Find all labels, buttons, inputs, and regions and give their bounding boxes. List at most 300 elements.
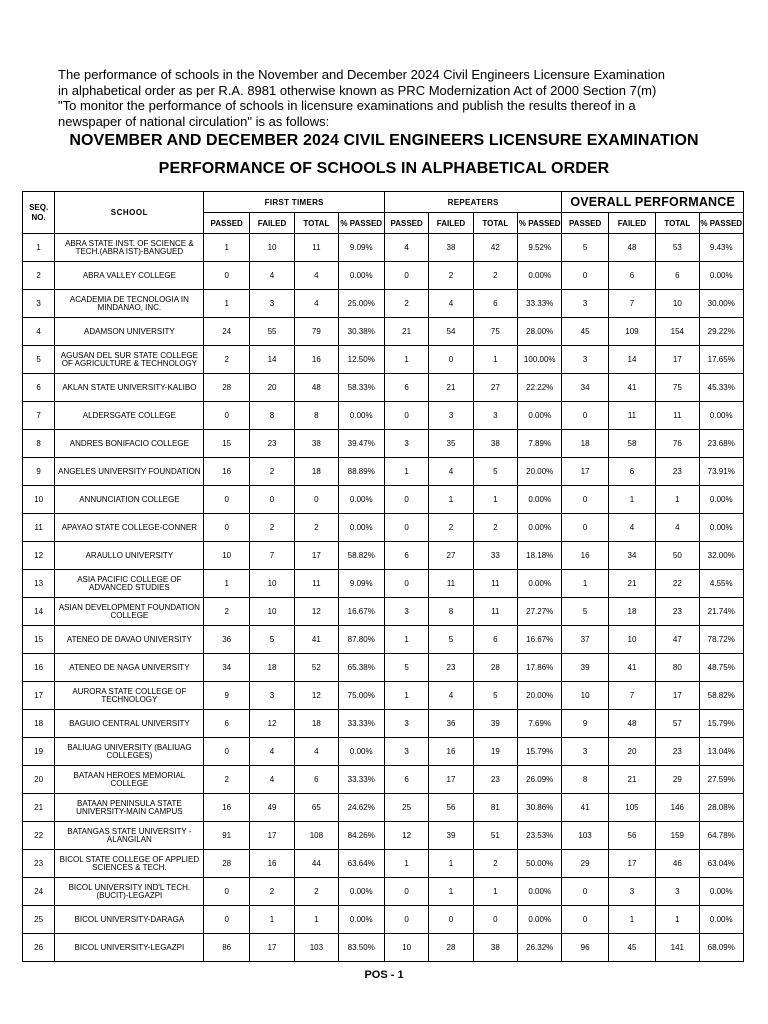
overall-pct-cell: 21.74%	[699, 598, 744, 626]
overall-failed-cell: 4	[608, 514, 655, 542]
repeaters-pct-cell: 7.89%	[518, 430, 562, 458]
repeaters-pct-cell: 0.00%	[518, 570, 562, 598]
seq-no-cell: 6	[23, 374, 55, 402]
repeaters-total-cell: 1	[473, 346, 517, 374]
overall-total-cell: 6	[656, 262, 699, 290]
first-timers-failed-cell: 2	[249, 514, 294, 542]
repeaters-total-cell: 11	[473, 598, 517, 626]
repeaters-failed-cell: 1	[429, 878, 473, 906]
repeaters-passed-cell: 0	[384, 262, 428, 290]
table-row	[23, 542, 744, 570]
first-timers-total-cell: 38	[295, 430, 338, 458]
overall-total-cell: 57	[656, 710, 699, 738]
first-timers-pct-cell: 84.26%	[338, 822, 384, 850]
table-row	[23, 514, 744, 542]
table-row	[23, 626, 744, 654]
first-timers-failed-cell: 23	[249, 430, 294, 458]
first-timers-pct-cell: 39.47%	[338, 430, 384, 458]
table-row	[23, 570, 744, 598]
overall-passed-cell: 5	[562, 598, 608, 626]
repeaters-total-cell: 42	[473, 234, 517, 262]
table-row	[23, 402, 744, 430]
overall-pct-cell: 48.75%	[699, 654, 744, 682]
repeaters-total-cell: 11	[473, 570, 517, 598]
table-row	[23, 766, 744, 794]
header-rp-failed: FAILED	[429, 213, 473, 234]
overall-passed-cell: 41	[562, 794, 608, 822]
repeaters-passed-cell: 6	[384, 374, 428, 402]
first-timers-total-cell: 4	[295, 738, 338, 766]
overall-passed-cell: 3	[562, 290, 608, 318]
overall-total-cell: 154	[656, 318, 699, 346]
repeaters-total-cell: 81	[473, 794, 517, 822]
intro-line: "To monitor the performance of schools in licensure examinations and publish the results thereof in a	[58, 98, 636, 113]
repeaters-passed-cell: 0	[384, 878, 428, 906]
repeaters-passed-cell: 0	[384, 570, 428, 598]
overall-pct-cell: 78.72%	[699, 626, 744, 654]
overall-pct-cell: 68.09%	[699, 934, 744, 962]
overall-failed-cell: 21	[608, 766, 655, 794]
overall-passed-cell: 8	[562, 766, 608, 794]
overall-total-cell: 3	[656, 878, 699, 906]
overall-failed-cell: 48	[608, 710, 655, 738]
repeaters-pct-cell: 0.00%	[518, 402, 562, 430]
repeaters-pct-cell: 30.86%	[518, 794, 562, 822]
overall-failed-cell: 1	[608, 906, 655, 934]
overall-pct-cell: 73.91%	[699, 458, 744, 486]
table-row	[23, 346, 744, 374]
overall-passed-cell: 29	[562, 850, 608, 878]
repeaters-pct-cell: 0.00%	[518, 514, 562, 542]
overall-failed-cell: 105	[608, 794, 655, 822]
overall-passed-cell: 34	[562, 374, 608, 402]
school-name-cell: APAYAO STATE COLLEGE-CONNER	[55, 514, 204, 542]
repeaters-failed-cell: 0	[429, 906, 473, 934]
first-timers-total-cell: 0	[295, 486, 338, 514]
school-name-cell: ANGELES UNIVERSITY FOUNDATION	[55, 458, 204, 486]
first-timers-passed-cell: 0	[204, 486, 249, 514]
repeaters-failed-cell: 4	[429, 290, 473, 318]
repeaters-passed-cell: 25	[384, 794, 428, 822]
overall-pct-cell: 30.00%	[699, 290, 744, 318]
overall-passed-cell: 3	[562, 346, 608, 374]
overall-failed-cell: 14	[608, 346, 655, 374]
overall-total-cell: 141	[656, 934, 699, 962]
first-timers-pct-cell: 12.50%	[338, 346, 384, 374]
first-timers-failed-cell: 3	[249, 290, 294, 318]
overall-total-cell: 46	[656, 850, 699, 878]
repeaters-total-cell: 38	[473, 430, 517, 458]
overall-failed-cell: 109	[608, 318, 655, 346]
overall-passed-cell: 16	[562, 542, 608, 570]
first-timers-passed-cell: 34	[204, 654, 249, 682]
repeaters-total-cell: 27	[473, 374, 517, 402]
school-name-cell: BICOL UNIVERSITY IND'L TECH.(BUCIT)-LEGAZPI	[55, 878, 204, 906]
overall-failed-cell: 3	[608, 878, 655, 906]
overall-passed-cell: 0	[562, 262, 608, 290]
first-timers-failed-cell: 2	[249, 458, 294, 486]
school-name-cell: BATAAN PENINSULA STATE UNIVERSITY-MAIN CAMPUS	[55, 794, 204, 822]
first-timers-total-cell: 41	[295, 626, 338, 654]
first-timers-passed-cell: 0	[204, 514, 249, 542]
repeaters-failed-cell: 16	[429, 738, 473, 766]
repeaters-failed-cell: 36	[429, 710, 473, 738]
overall-passed-cell: 96	[562, 934, 608, 962]
first-timers-passed-cell: 0	[204, 262, 249, 290]
overall-total-cell: 47	[656, 626, 699, 654]
school-name-cell: ABRA VALLEY COLLEGE	[55, 262, 204, 290]
overall-failed-cell: 18	[608, 598, 655, 626]
overall-passed-cell: 0	[562, 486, 608, 514]
overall-pct-cell: 0.00%	[699, 262, 744, 290]
overall-pct-cell: 64.78%	[699, 822, 744, 850]
repeaters-pct-cell: 0.00%	[518, 486, 562, 514]
overall-pct-cell: 0.00%	[699, 906, 744, 934]
first-timers-pct-cell: 33.33%	[338, 766, 384, 794]
overall-total-cell: 159	[656, 822, 699, 850]
overall-failed-cell: 1	[608, 486, 655, 514]
header-ov-passed: PASSED	[562, 213, 608, 234]
first-timers-total-cell: 79	[295, 318, 338, 346]
overall-total-cell: 1	[656, 486, 699, 514]
repeaters-passed-cell: 10	[384, 934, 428, 962]
first-timers-failed-cell: 10	[249, 570, 294, 598]
first-timers-failed-cell: 10	[249, 234, 294, 262]
first-timers-passed-cell: 91	[204, 822, 249, 850]
first-timers-passed-cell: 36	[204, 626, 249, 654]
overall-pct-cell: 23.68%	[699, 430, 744, 458]
repeaters-passed-cell: 1	[384, 682, 428, 710]
first-timers-total-cell: 44	[295, 850, 338, 878]
first-timers-total-cell: 18	[295, 458, 338, 486]
seq-no-cell: 5	[23, 346, 55, 374]
repeaters-total-cell: 0	[473, 906, 517, 934]
repeaters-total-cell: 1	[473, 878, 517, 906]
table-row	[23, 850, 744, 878]
seq-no-cell: 15	[23, 626, 55, 654]
first-timers-pct-cell: 75.00%	[338, 682, 384, 710]
school-name-cell: BICOL UNIVERSITY-DARAGA	[55, 906, 204, 934]
seq-no-cell: 12	[23, 542, 55, 570]
table-row	[23, 710, 744, 738]
repeaters-failed-cell: 2	[429, 262, 473, 290]
school-name-cell: AURORA STATE COLLEGE OF TECHNOLOGY	[55, 682, 204, 710]
repeaters-passed-cell: 1	[384, 626, 428, 654]
overall-total-cell: 23	[656, 598, 699, 626]
first-timers-pct-cell: 87.80%	[338, 626, 384, 654]
header-ov-total: TOTAL	[656, 213, 699, 234]
repeaters-pct-cell: 15.79%	[518, 738, 562, 766]
first-timers-passed-cell: 24	[204, 318, 249, 346]
first-timers-pct-cell: 25.00%	[338, 290, 384, 318]
repeaters-passed-cell: 3	[384, 710, 428, 738]
overall-total-cell: 53	[656, 234, 699, 262]
overall-passed-cell: 103	[562, 822, 608, 850]
overall-pct-cell: 13.04%	[699, 738, 744, 766]
overall-passed-cell: 0	[562, 402, 608, 430]
table-row	[23, 654, 744, 682]
repeaters-passed-cell: 2	[384, 290, 428, 318]
repeaters-failed-cell: 1	[429, 486, 473, 514]
overall-pct-cell: 9.43%	[699, 234, 744, 262]
first-timers-failed-cell: 7	[249, 542, 294, 570]
first-timers-passed-cell: 0	[204, 906, 249, 934]
school-name-cell: ADAMSON UNIVERSITY	[55, 318, 204, 346]
overall-failed-cell: 7	[608, 682, 655, 710]
overall-failed-cell: 45	[608, 934, 655, 962]
repeaters-passed-cell: 21	[384, 318, 428, 346]
first-timers-pct-cell: 0.00%	[338, 514, 384, 542]
first-timers-failed-cell: 49	[249, 794, 294, 822]
seq-no-cell: 14	[23, 598, 55, 626]
first-timers-total-cell: 18	[295, 710, 338, 738]
repeaters-passed-cell: 0	[384, 486, 428, 514]
repeaters-passed-cell: 0	[384, 906, 428, 934]
repeaters-failed-cell: 23	[429, 654, 473, 682]
repeaters-pct-cell: 27.27%	[518, 598, 562, 626]
repeaters-passed-cell: 12	[384, 822, 428, 850]
seq-no-cell: 21	[23, 794, 55, 822]
first-timers-total-cell: 108	[295, 822, 338, 850]
repeaters-failed-cell: 4	[429, 682, 473, 710]
overall-failed-cell: 20	[608, 738, 655, 766]
repeaters-passed-cell: 3	[384, 598, 428, 626]
first-timers-total-cell: 11	[295, 234, 338, 262]
seq-no-cell: 23	[23, 850, 55, 878]
overall-passed-cell: 0	[562, 906, 608, 934]
first-timers-pct-cell: 0.00%	[338, 738, 384, 766]
overall-pct-cell: 0.00%	[699, 514, 744, 542]
repeaters-total-cell: 1	[473, 486, 517, 514]
school-name-cell: BATANGAS STATE UNIVERSITY - ALANGILAN	[55, 822, 204, 850]
repeaters-pct-cell: 7.69%	[518, 710, 562, 738]
repeaters-pct-cell: 100.00%	[518, 346, 562, 374]
table-row	[23, 794, 744, 822]
first-timers-pct-cell: 58.82%	[338, 542, 384, 570]
first-timers-total-cell: 11	[295, 570, 338, 598]
overall-pct-cell: 4.55%	[699, 570, 744, 598]
overall-passed-cell: 5	[562, 234, 608, 262]
repeaters-failed-cell: 3	[429, 402, 473, 430]
table-row	[23, 934, 744, 962]
overall-total-cell: 146	[656, 794, 699, 822]
overall-passed-cell: 1	[562, 570, 608, 598]
first-timers-passed-cell: 2	[204, 598, 249, 626]
overall-failed-cell: 6	[608, 458, 655, 486]
first-timers-total-cell: 6	[295, 766, 338, 794]
repeaters-pct-cell: 9.52%	[518, 234, 562, 262]
repeaters-passed-cell: 6	[384, 542, 428, 570]
repeaters-pct-cell: 26.32%	[518, 934, 562, 962]
repeaters-total-cell: 6	[473, 626, 517, 654]
overall-pct-cell: 63.04%	[699, 850, 744, 878]
first-timers-pct-cell: 30.38%	[338, 318, 384, 346]
first-timers-pct-cell: 63.64%	[338, 850, 384, 878]
seq-no-cell: 4	[23, 318, 55, 346]
first-timers-total-cell: 103	[295, 934, 338, 962]
repeaters-pct-cell: 28.00%	[518, 318, 562, 346]
repeaters-total-cell: 2	[473, 514, 517, 542]
repeaters-passed-cell: 3	[384, 430, 428, 458]
school-name-cell: AKLAN STATE UNIVERSITY-KALIBO	[55, 374, 204, 402]
table-row	[23, 682, 744, 710]
first-timers-total-cell: 12	[295, 598, 338, 626]
overall-failed-cell: 58	[608, 430, 655, 458]
overall-total-cell: 29	[656, 766, 699, 794]
seq-no-cell: 25	[23, 906, 55, 934]
table-row	[23, 598, 744, 626]
repeaters-pct-cell: 0.00%	[518, 906, 562, 934]
first-timers-failed-cell: 20	[249, 374, 294, 402]
intro-line: newspaper of national circulation" is as follows:	[58, 113, 330, 129]
table-row	[23, 738, 744, 766]
repeaters-pct-cell: 23.53%	[518, 822, 562, 850]
school-name-cell: ARAULLO UNIVERSITY	[55, 542, 204, 570]
first-timers-pct-cell: 9.09%	[338, 570, 384, 598]
table-body	[23, 234, 744, 962]
repeaters-failed-cell: 54	[429, 318, 473, 346]
seq-no-cell: 20	[23, 766, 55, 794]
overall-pct-cell: 17.65%	[699, 346, 744, 374]
overall-failed-cell: 11	[608, 402, 655, 430]
repeaters-failed-cell: 2	[429, 514, 473, 542]
repeaters-passed-cell: 1	[384, 850, 428, 878]
overall-pct-cell: 0.00%	[699, 878, 744, 906]
first-timers-passed-cell: 1	[204, 234, 249, 262]
overall-total-cell: 22	[656, 570, 699, 598]
repeaters-pct-cell: 0.00%	[518, 262, 562, 290]
first-timers-pct-cell: 0.00%	[338, 906, 384, 934]
header-school: SCHOOL	[55, 192, 204, 234]
school-name-cell: ABRA STATE INST. OF SCIENCE & TECH.(ABRA IST)-BANGUED	[55, 234, 204, 262]
repeaters-total-cell: 2	[473, 262, 517, 290]
header-rp-passed: PASSED	[384, 213, 428, 234]
repeaters-total-cell: 2	[473, 850, 517, 878]
overall-pct-cell: 28.08%	[699, 794, 744, 822]
overall-passed-cell: 9	[562, 710, 608, 738]
repeaters-passed-cell: 6	[384, 766, 428, 794]
repeaters-total-cell: 28	[473, 654, 517, 682]
header-first-timers: FIRST TIMERS	[204, 192, 384, 213]
repeaters-pct-cell: 16.67%	[518, 626, 562, 654]
school-name-cell: BALIUAG UNIVERSITY (BALIUAG COLLEGES)	[55, 738, 204, 766]
school-name-cell: ASIA PACIFIC COLLEGE OF ADVANCED STUDIES	[55, 570, 204, 598]
seq-no-cell: 18	[23, 710, 55, 738]
first-timers-total-cell: 48	[295, 374, 338, 402]
repeaters-failed-cell: 27	[429, 542, 473, 570]
first-timers-pct-cell: 33.33%	[338, 710, 384, 738]
first-timers-total-cell: 2	[295, 514, 338, 542]
repeaters-pct-cell: 20.00%	[518, 682, 562, 710]
first-timers-failed-cell: 17	[249, 822, 294, 850]
first-timers-passed-cell: 9	[204, 682, 249, 710]
seq-no-cell: 8	[23, 430, 55, 458]
seq-no-cell: 9	[23, 458, 55, 486]
header-repeaters: REPEATERS	[384, 192, 561, 213]
repeaters-pct-cell: 20.00%	[518, 458, 562, 486]
first-timers-passed-cell: 16	[204, 794, 249, 822]
overall-passed-cell: 0	[562, 514, 608, 542]
repeaters-total-cell: 39	[473, 710, 517, 738]
page-footer: POS - 1	[364, 969, 404, 981]
first-timers-failed-cell: 0	[249, 486, 294, 514]
overall-failed-cell: 21	[608, 570, 655, 598]
first-timers-passed-cell: 1	[204, 570, 249, 598]
first-timers-passed-cell: 15	[204, 430, 249, 458]
repeaters-pct-cell: 50.00%	[518, 850, 562, 878]
repeaters-failed-cell: 5	[429, 626, 473, 654]
header-ft-pct: % PASSED	[338, 213, 384, 234]
repeaters-pct-cell: 22.22%	[518, 374, 562, 402]
repeaters-failed-cell: 4	[429, 458, 473, 486]
first-timers-pct-cell: 65.38%	[338, 654, 384, 682]
header-ov-failed: FAILED	[608, 213, 655, 234]
overall-total-cell: 23	[656, 458, 699, 486]
repeaters-passed-cell: 1	[384, 346, 428, 374]
overall-pct-cell: 0.00%	[699, 402, 744, 430]
overall-pct-cell: 45.33%	[699, 374, 744, 402]
school-name-cell: ATENEO DE DAVAO UNIVERSITY	[55, 626, 204, 654]
repeaters-failed-cell: 56	[429, 794, 473, 822]
first-timers-failed-cell: 17	[249, 934, 294, 962]
overall-passed-cell: 10	[562, 682, 608, 710]
first-timers-pct-cell: 58.33%	[338, 374, 384, 402]
table-row	[23, 234, 744, 262]
first-timers-passed-cell: 16	[204, 458, 249, 486]
overall-failed-cell: 6	[608, 262, 655, 290]
repeaters-failed-cell: 28	[429, 934, 473, 962]
overall-failed-cell: 34	[608, 542, 655, 570]
repeaters-failed-cell: 38	[429, 234, 473, 262]
overall-pct-cell: 58.82%	[699, 682, 744, 710]
repeaters-passed-cell: 4	[384, 234, 428, 262]
repeaters-failed-cell: 17	[429, 766, 473, 794]
first-timers-failed-cell: 10	[249, 598, 294, 626]
seq-no-cell: 10	[23, 486, 55, 514]
intro-line: in alphabetical order as per R.A. 8981 otherwise known as PRC Modernization Act of 2000 Section 7(m)	[58, 82, 657, 98]
repeaters-failed-cell: 39	[429, 822, 473, 850]
overall-passed-cell: 37	[562, 626, 608, 654]
first-timers-passed-cell: 0	[204, 878, 249, 906]
first-timers-pct-cell: 0.00%	[338, 878, 384, 906]
seq-no-cell: 26	[23, 934, 55, 962]
repeaters-total-cell: 38	[473, 934, 517, 962]
overall-failed-cell: 41	[608, 654, 655, 682]
header-ov-pct: % PASSED	[699, 213, 744, 234]
school-name-cell: BATAAN HEROES MEMORIAL COLLEGE	[55, 766, 204, 794]
seq-no-cell: 1	[23, 234, 55, 262]
table-row	[23, 906, 744, 934]
seq-no-cell: 24	[23, 878, 55, 906]
repeaters-total-cell: 23	[473, 766, 517, 794]
first-timers-passed-cell: 86	[204, 934, 249, 962]
repeaters-passed-cell: 5	[384, 654, 428, 682]
first-timers-failed-cell: 2	[249, 878, 294, 906]
repeaters-passed-cell: 0	[384, 402, 428, 430]
repeaters-pct-cell: 0.00%	[518, 878, 562, 906]
repeaters-pct-cell: 17.86%	[518, 654, 562, 682]
overall-total-cell: 23	[656, 738, 699, 766]
first-timers-passed-cell: 0	[204, 738, 249, 766]
seq-no-cell: 17	[23, 682, 55, 710]
school-name-cell: BICOL UNIVERSITY-LEGAZPI	[55, 934, 204, 962]
overall-total-cell: 75	[656, 374, 699, 402]
overall-passed-cell: 17	[562, 458, 608, 486]
table-row	[23, 318, 744, 346]
overall-total-cell: 10	[656, 290, 699, 318]
first-timers-total-cell: 12	[295, 682, 338, 710]
repeaters-failed-cell: 8	[429, 598, 473, 626]
